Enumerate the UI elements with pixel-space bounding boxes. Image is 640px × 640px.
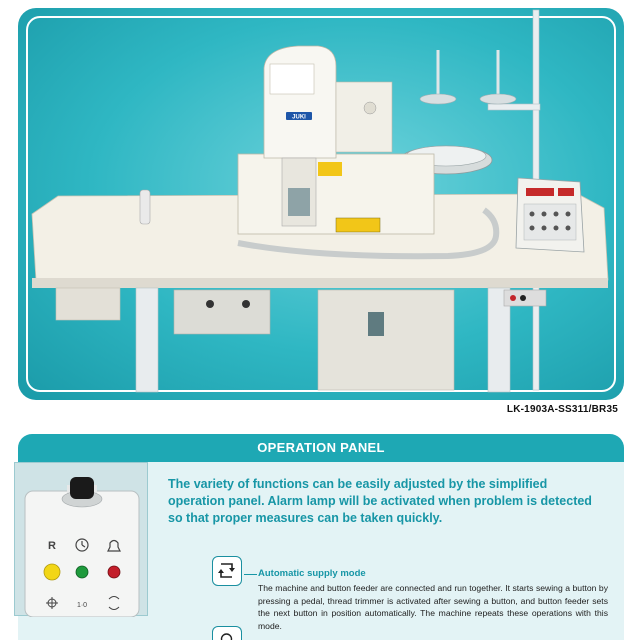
section-title: OPERATION PANEL (257, 440, 385, 455)
machine-arm (264, 46, 336, 158)
mode-knob (70, 477, 94, 499)
warning-label (336, 218, 380, 232)
control-box-vent (368, 312, 384, 336)
next-feature-icon (212, 626, 242, 640)
power-switch-box (174, 290, 270, 334)
svg-text:1·0: 1·0 (76, 602, 88, 609)
machine-side-unit (336, 82, 392, 152)
yellow-lamp (44, 564, 60, 580)
table-edge (32, 278, 608, 288)
feature-title-automatic-supply: Automatic supply mode (258, 568, 366, 579)
cycle-arrows-icon (212, 556, 242, 586)
spool-disc-right (480, 94, 516, 104)
thread-stand-arm (488, 104, 540, 110)
lead-paragraph: The variety of functions can be easily adjusted by the simplified operation panel. Alarm lamp will be activated when problem is detected so that proper measures can be taken quickly. (168, 477, 592, 525)
drawer (56, 288, 120, 320)
mounted-operation-panel (516, 178, 584, 252)
operation-panel-illustration (15, 463, 149, 617)
button-clamp (288, 188, 310, 216)
machine-head-face (270, 64, 314, 94)
warning-sticker (318, 162, 342, 176)
sewing-machine-illustration (18, 8, 624, 400)
bobbin-winder (140, 190, 150, 224)
mode-label (77, 602, 87, 609)
svg-text:R: R (48, 540, 56, 552)
red-lamp (108, 566, 120, 578)
table-leg-left (136, 288, 158, 392)
control-box (318, 290, 454, 390)
spool-disc-left (420, 94, 456, 104)
model-caption: LK-1903A-SS311/BR35 (506, 404, 618, 415)
feature-description-automatic-supply: The machine and button feeder are connected and run together. It starts sewing a button by pressing a pedal, thread trimmer is activated after sewing a button, and button feeder sets the next button in position automatically. The machine repeats these operations with this mode. (258, 583, 608, 631)
brand-logo-text: JUKI (292, 114, 306, 121)
operation-panel-photo (14, 462, 148, 616)
product-photo-frame (18, 8, 624, 400)
reset-label (48, 540, 56, 552)
green-lamp (76, 566, 88, 578)
